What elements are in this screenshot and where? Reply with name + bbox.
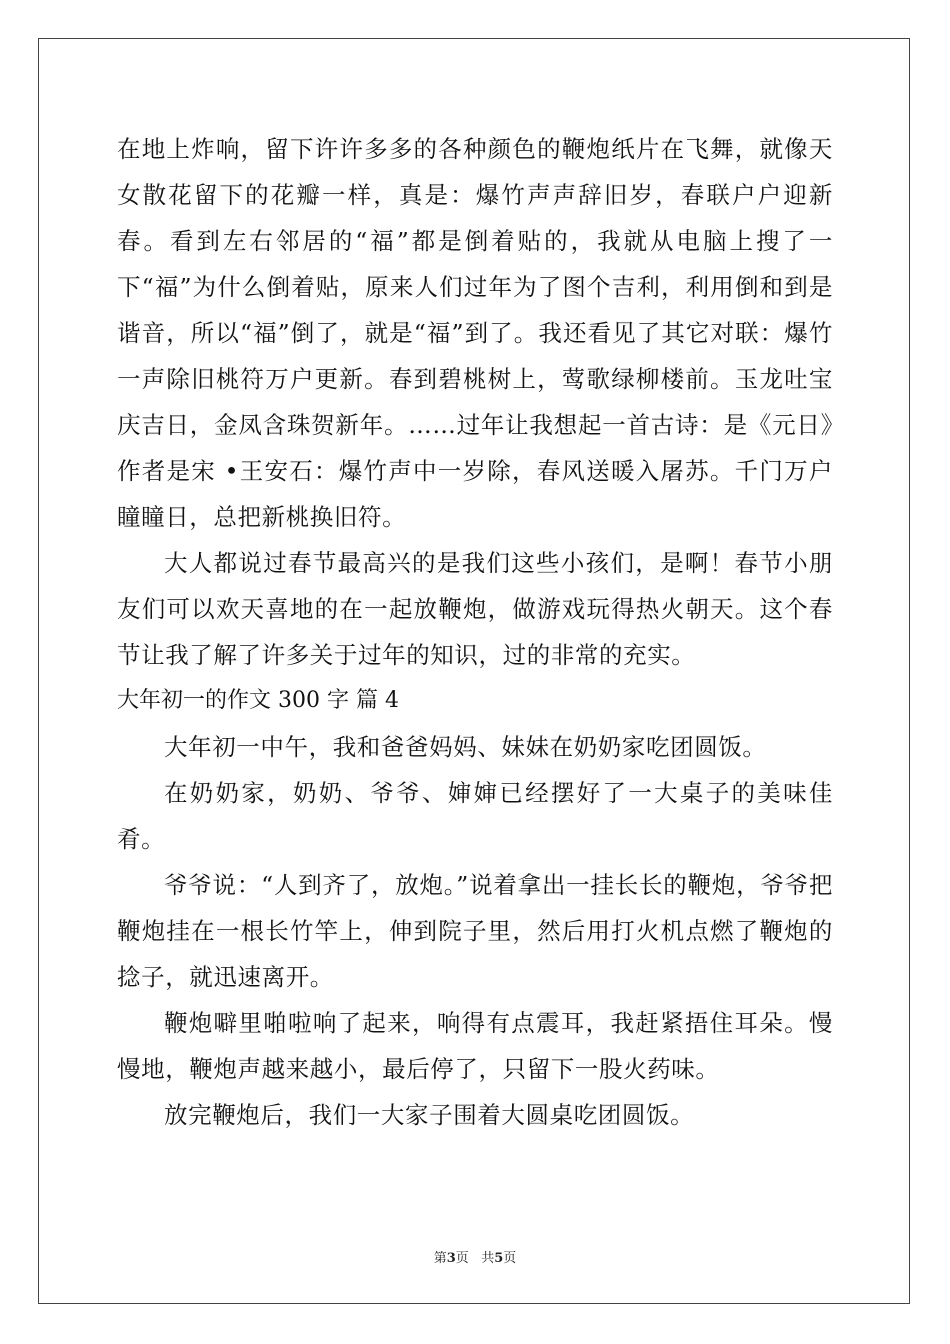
page-label-prefix: 第 <box>433 1251 447 1266</box>
total-label-suffix: 页 <box>503 1251 517 1266</box>
paragraph: 鞭炮噼里啪啦响了起来，响得有点震耳，我赶紧捂住耳朵。慢慢地，鞭炮声越来越小，最后停了，只留下一股火药味。 <box>117 1009 833 1083</box>
paragraph: 在奶奶家，奶奶、爷爷、婶婶已经摆好了一大桌子的美味佳肴。 <box>117 779 833 853</box>
document-body <box>117 126 833 1138</box>
page-footer <box>0 1247 950 1266</box>
paragraph: 爷爷说：“人到齐了，放炮。”说着拿出一挂长长的鞭炮，爷爷把鞭炮挂在一根长竹竿上，伸到院子里，然后用打火机点燃了鞭炮的捻子，就迅速离开。 <box>117 871 833 991</box>
paragraph: 大年初一中午，我和爸爸妈妈、妹妹在奶奶家吃团圆饭。 <box>164 733 767 761</box>
total-label-prefix: 共 <box>481 1251 495 1266</box>
paragraph: 大人都说过春节最高兴的是我们这些小孩们，是啊！春节小朋友们可以欢天喜地的在一起放鞭炮，做游戏玩得热火朝天。这个春节让我了解了许多关于过年的知识，过的非常的充实。 <box>117 549 833 669</box>
paragraph: 放完鞭炮后，我们一大家子围着大圆桌吃团圆饭。 <box>164 1101 695 1129</box>
page-label-suffix: 页 <box>455 1251 469 1266</box>
current-page-number: 3 <box>446 1251 456 1266</box>
section-heading: 大年初一的作文 300 字 篇 4 <box>117 688 399 713</box>
paragraph: 在地上炸响，留下许许多多的各种颜色的鞭炮纸片在飞舞，就像天女散花留下的花瓣一样，真是：爆竹声声辞旧岁，春联户户迎新春。看到左右邻居的“福”都是倒着贴的，我就从电脑上搜了一下“福”为什么倒着贴，原来人们过年为了图个吉利，利用倒和到是谐音，所以“福”倒了，就是“福”到了。我还看见了其它对联：爆竹一声除旧桃符万户更新。春到碧桃树上，莺歌绿柳楼前。玉龙吐宝庆吉日，金凤含珠贺新年。……过年让我想起一首古诗：是《元日》作者是宋 •王安石：爆竹声中一岁除，春风送暖入屠苏。千门万户瞳瞳日，总把新桃换旧符。 <box>117 135 833 531</box>
total-pages-number: 5 <box>494 1251 504 1266</box>
